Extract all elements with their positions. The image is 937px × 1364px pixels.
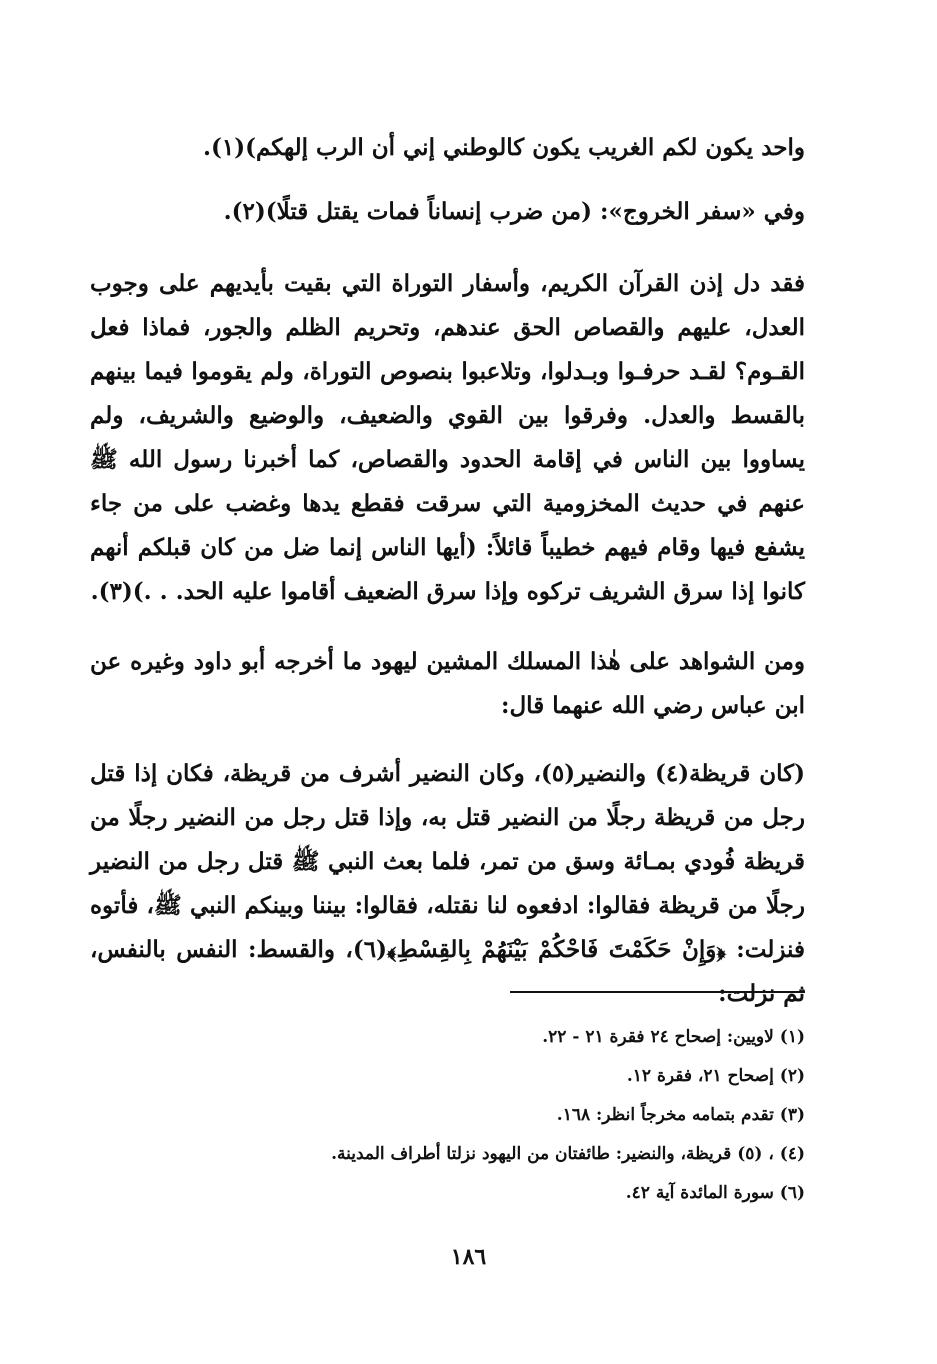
paragraph-continuation: واحد يكون لكم الغريب يكون كالوطني إني أن الرب إلهكم)(١). xyxy=(202,134,805,161)
paragraph-evidence-intro: ومن الشواهد على هٰذا المسلك المشين ليهود ما أخرجه أبو داود وغيره عن ابن عباس رضي الله عنهما قال: xyxy=(90,648,805,719)
paragraph-exodus-quote: وفي «سفر الخروج»: (من ضرب إنساناً فمات يقتل قتلًا)(٢). xyxy=(223,198,805,225)
paragraph-justice-discussion: فقد دل إذن القرآن الكريم، وأسفار التوراة التي بقيت بأيديهم على وجوب العدل، عليهم والقصاص الحق عندهم، وتحريم الظلم والجور، فماذا فعل القـوم؟ لقـد حرفـوا وبـدلوا، وتلاعبوا بنصوص التوراة، ولم يقوموا فيما بينهم بالقسط والعدل. وفرقوا بين القوي والضعيف، والوضيع والشريف، ولم يساووا بين الناس في إقامة الحدود والقصاص، كما أخبرنا رسول الله ﷺ عنهم في حديث المخزومية التي سرقت فقطع يدها وغضب على من جاء يشفع فيها وقام فيهم خطيباً قائلاً: (أيها الناس إنما ضل من كان قبلكم أنهم كانوا إذا سرق الشريف تركوه وإذا سرق الضعيف أقاموا عليه الحد. . .)(٣). xyxy=(90,270,805,605)
paragraph-ibn-abbas-narration: (كان قريظة(٤) والنضير(٥)، وكان النضير أشرف من قريظة، فكان إذا قتل رجل من قريظة رجلًا من النضير قتل به، وإذا قتل رجل من النضير رجلًا من قريظة فُودي بمـائة وسق من تمر، فلما بعث النبي ﷺ قتل رجل من النضير رجلًا من قريظة فقالوا: ادفعوه لنا نقتله، فقالوا: بيننا وبينكم النبي ﷺ، فأتوه فنزلت: ﴿وَإِنْ حَكَمْتَ فَاحْكُمْ بَيْنَهُمْ بِالقِسْطِ﴾(٦)، والقسط: النفس بالنفس، ثم نزلت: xyxy=(90,760,806,1007)
page-number: ١٨٦ xyxy=(450,1244,487,1270)
footnote-4-5: (٤) ، (٥) قريظة، والنضير: طائفتان من اليهود نزلتا أطراف المدينة. xyxy=(331,1144,805,1164)
footnote-2: (٢) إصحاح ٢١، فقرة ١٢. xyxy=(626,1066,805,1086)
footnote-1: (١) لاويين: إصحاح ٢٤ فقرة ٢١ - ٢٢. xyxy=(542,1027,805,1047)
footnotes-section xyxy=(245,1018,805,1213)
footnote-3: (٣) تقدم بتمامه مخرجاً انظر: ١٦٨. xyxy=(556,1105,805,1125)
footnote-6: (٦) سورة المائدة آية ٤٢. xyxy=(625,1183,805,1203)
footnote-divider xyxy=(510,991,805,993)
